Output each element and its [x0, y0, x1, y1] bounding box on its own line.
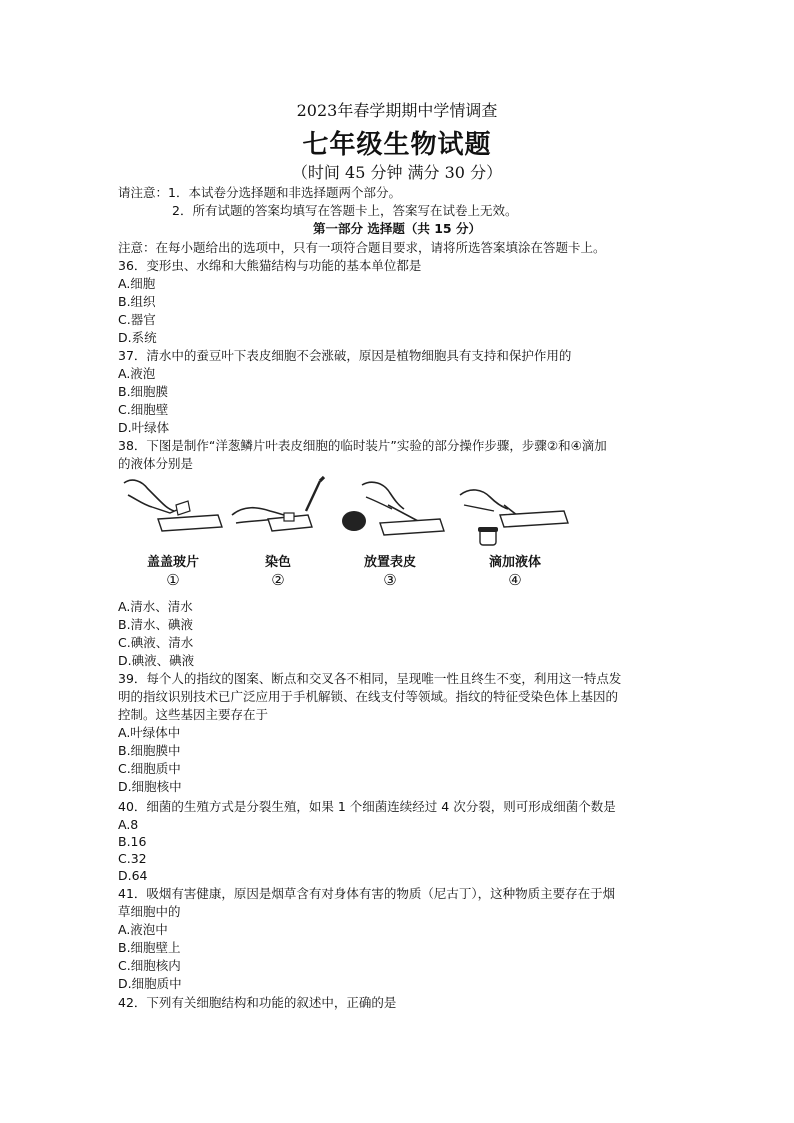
question-stem: 37．清水中的蚕豆叶下表皮细胞不会涨破，原因是植物细胞具有支持和保护作用的	[118, 348, 572, 363]
step-3	[332, 475, 448, 595]
section-title: 第一部分 选择题（共 15 分）	[313, 221, 481, 236]
option: B.组织	[118, 294, 156, 309]
option: A.细胞	[118, 276, 156, 291]
option: D.细胞质中	[118, 976, 182, 991]
exam-title: 七年级生物试题	[302, 130, 492, 160]
option: B.细胞膜	[118, 384, 169, 399]
time-info: （时间 45 分钟 满分 30 分）	[291, 163, 503, 182]
option: D.系统	[118, 330, 157, 345]
step-label: 染色	[264, 555, 291, 570]
staining-illustration	[228, 475, 328, 547]
cover-slip-illustration	[118, 475, 228, 547]
note-line-1: 请注意：1．本试卷分选择题和非选择题两个部分。	[118, 185, 401, 200]
option: D.叶绿体	[118, 420, 170, 435]
step-label: 放置表皮	[363, 555, 416, 570]
option: C.细胞壁	[118, 402, 169, 417]
option: A.液泡中	[118, 922, 168, 937]
question-stem: 38．下图是制作“洋葱鳞片叶表皮细胞的临时装片”实验的部分操作步骤，步骤②和④滴加	[118, 438, 607, 453]
question-stem: 的液体分别是	[118, 456, 194, 471]
option: B.细胞壁上	[118, 940, 181, 955]
step-1	[118, 475, 228, 595]
option: B.清水、碘液	[118, 617, 194, 632]
option: A.叶绿体中	[118, 725, 181, 740]
option: D.细胞核中	[118, 779, 182, 794]
option: A.液泡	[118, 366, 156, 381]
question-stem: 草细胞中的	[118, 904, 181, 919]
question-stem: 36．变形虫、水绵和大熊猫结构与功能的基本单位都是	[118, 258, 422, 273]
note-line-2: 2．所有试题的答案均填写在答题卡上，答案写在试卷上无效。	[172, 203, 518, 218]
option: B.细胞膜中	[118, 743, 181, 758]
option: D.64	[118, 868, 148, 883]
option: C.细胞核内	[118, 958, 181, 973]
step-2	[228, 475, 328, 595]
option: C.器官	[118, 312, 156, 327]
add-liquid-illustration	[456, 475, 574, 547]
slide-preparation-figure	[118, 475, 574, 595]
step-number: ③	[383, 571, 397, 589]
step-number: ④	[508, 571, 522, 589]
place-epidermis-illustration	[332, 475, 448, 547]
option: D.碘液、碘液	[118, 653, 195, 668]
step-number: ①	[166, 571, 180, 589]
question-stem: 40．细菌的生殖方式是分裂生殖，如果 1 个细菌连续经过 4 次分裂，则可形成细菌个数是	[118, 799, 616, 814]
option: B.16	[118, 834, 147, 849]
question-stem: 42．下列有关细胞结构和功能的叙述中，正确的是	[118, 995, 397, 1010]
option: C.细胞质中	[118, 761, 181, 776]
step-number: ②	[271, 571, 285, 589]
question-stem: 39．每个人的指纹的图案、断点和交叉各不相同，呈现唯一性且终生不变，利用这一特点发	[118, 671, 622, 686]
option: A.清水、清水	[118, 599, 193, 614]
question-stem: 明的指纹识别技术已广泛应用于手机解锁、在线支付等领域。指纹的特征受染色体上基因的	[118, 689, 619, 704]
step-label: 盖盖玻片	[146, 555, 199, 570]
section-instruction: 注意：在每小题给出的选项中，只有一项符合题目要求，请将所选答案填涂在答题卡上。	[118, 240, 606, 255]
step-4	[456, 475, 574, 595]
question-stem: 控制。这些基因主要存在于	[118, 707, 269, 722]
option: A.8	[118, 817, 139, 832]
question-stem: 41．吸烟有害健康，原因是烟草含有对身体有害的物质（尼古丁），这种物质主要存在于烟	[118, 886, 616, 901]
option: C.32	[118, 851, 147, 866]
exam-name: 2023年春学期期中学情调查	[296, 101, 498, 120]
step-label: 滴加液体	[488, 555, 541, 570]
option: C.碘液、清水	[118, 635, 194, 650]
